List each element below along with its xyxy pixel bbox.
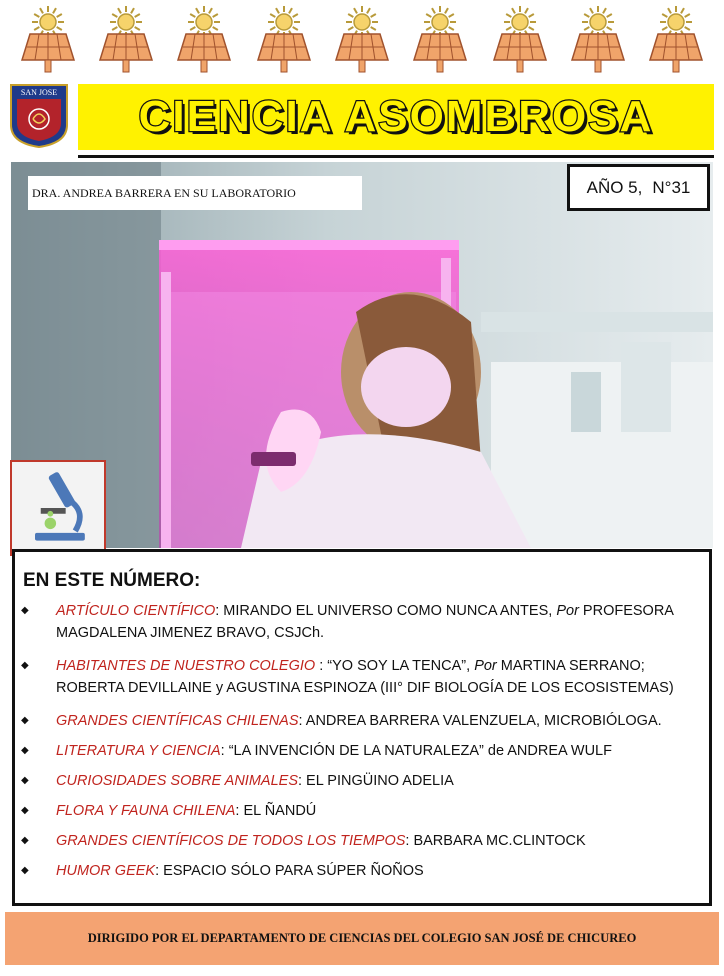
section-label: GRANDES CIENTÍFICOS DE TODOS LOS TIEMPOS (56, 833, 406, 849)
solar-panel-border (0, 4, 724, 80)
solar-panel-sun-icon (558, 4, 638, 80)
svg-text:SAN JOSE: SAN JOSE (20, 88, 58, 97)
section-label: HUMOR GEEK (56, 863, 156, 879)
item-text: : EL PINGÜINO ADELIA (298, 773, 454, 789)
section-label: HABITANTES DE NUESTRO COLEGIO (56, 658, 316, 674)
solar-panel-sun-icon (8, 4, 88, 80)
item-text: : ESPACIO SÓLO PARA SÚPER ÑOÑOS (155, 863, 424, 879)
item-text: : BARBARA MC.CLINTOCK (405, 833, 586, 849)
laboratory-photo (11, 162, 713, 548)
item-por: Por (474, 658, 497, 674)
issue-badge (567, 164, 710, 211)
item-text: : ANDREA BARRERA VALENZUELA, MICROBIÓLOGA. (298, 713, 662, 729)
item-text: PROFESORA (578, 603, 674, 619)
item-text: : “YO SOY LA TENCA”, (315, 658, 475, 674)
issue-year: AÑO 5, (586, 177, 643, 197)
microscope-icon (10, 460, 106, 556)
item-text: : MIRANDO EL UNIVERSO COMO NUNCA ANTES, (215, 603, 557, 619)
bullet-icon: ◆ (21, 805, 29, 816)
item-text: : EL ÑANDÚ (235, 803, 317, 819)
bullet-icon: ◆ (21, 715, 29, 726)
solar-panel-sun-icon (244, 4, 324, 80)
contents-box (12, 549, 712, 906)
item-text-continued: MAGDALENA JIMENEZ BRAVO, CSJCh. (56, 625, 325, 641)
section-label: LITERATURA Y CIENCIA (56, 743, 221, 759)
item-text: MARTINA SERRANO; (496, 658, 645, 674)
bullet-icon: ◆ (21, 835, 29, 846)
bullet-icon: ◆ (21, 745, 29, 756)
school-crest-logo (9, 83, 69, 149)
section-label: FLORA Y FAUNA CHILENA (56, 803, 236, 819)
solar-panel-sun-icon (480, 4, 560, 80)
section-label: ARTÍCULO CIENTÍFICO (56, 603, 216, 619)
bullet-icon: ◆ (21, 775, 29, 786)
masthead-rule (78, 155, 714, 158)
item-por: Por (556, 603, 579, 619)
footer-banner: DIRIGIDO POR EL DEPARTAMENTO DE CIENCIAS DEL COLEGIO SAN JOSÉ DE CHICUREO (5, 912, 719, 965)
solar-panel-sun-icon (400, 4, 480, 80)
item-text-continued: ROBERTA DEVILLAINE y AGUSTINA ESPINOZA (III° DIF BIOLOGÍA DE LOS ECOSISTEMAS) (56, 680, 674, 696)
solar-panel-sun-icon (164, 4, 244, 80)
issue-number: N°31 (652, 177, 691, 197)
section-label: GRANDES CIENTÍFICAS CHILENAS (56, 713, 299, 729)
solar-panel-sun-icon (322, 4, 402, 80)
section-label: CURIOSIDADES SOBRE ANIMALES (56, 773, 298, 789)
solar-panel-sun-icon (86, 4, 166, 80)
bullet-icon: ◆ (21, 865, 29, 876)
bullet-icon: ◆ (21, 605, 29, 616)
bullet-icon: ◆ (21, 660, 29, 671)
solar-panel-sun-icon (636, 4, 716, 80)
masthead-title-bar (78, 84, 714, 150)
photo-caption: DRA. ANDREA BARRERA EN SU LABORATORIO (28, 176, 362, 210)
item-text: : “LA INVENCIÓN DE LA NATURALEZA” de ANDREA WULF (220, 743, 612, 759)
masthead-title: CIENCIA ASOMBROSA (138, 92, 654, 141)
contents-heading: EN ESTE NÚMERO: (23, 570, 201, 591)
